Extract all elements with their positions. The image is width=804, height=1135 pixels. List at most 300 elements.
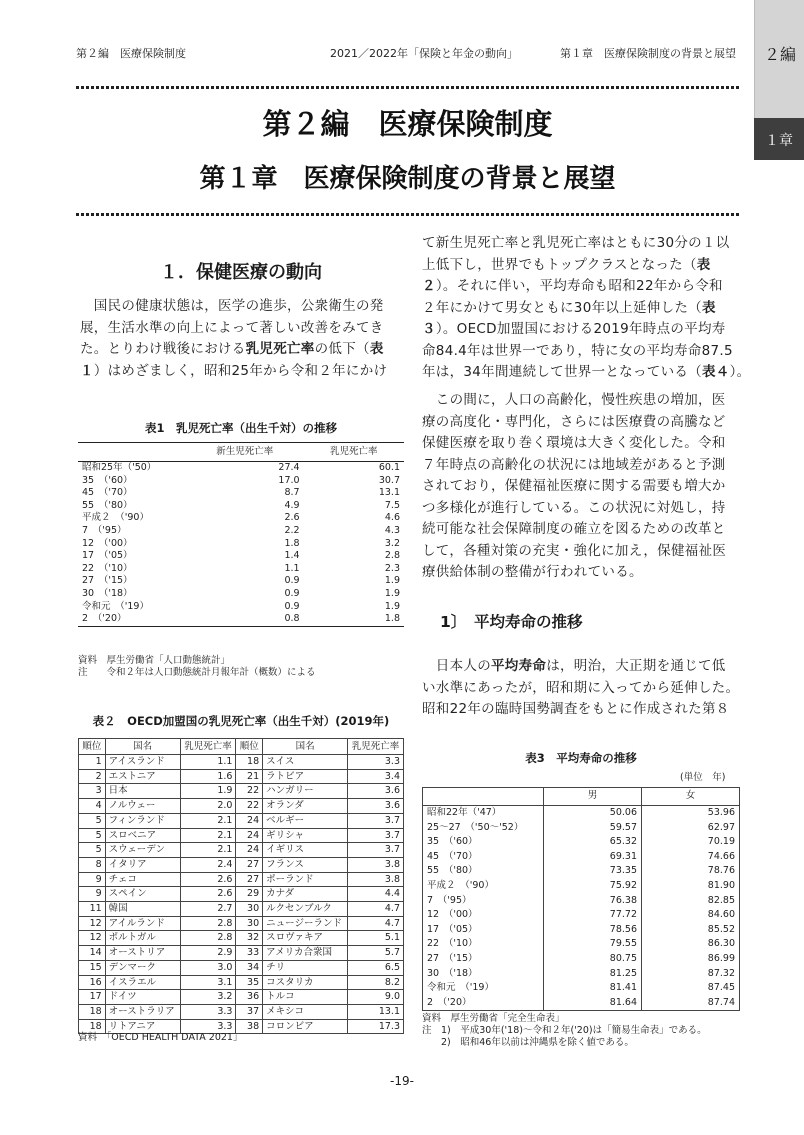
table-row <box>78 500 404 513</box>
table-cell: 12 <box>79 931 106 946</box>
table-cell: デンマーク <box>105 960 180 975</box>
table-cell: 22 <box>236 784 263 799</box>
table-cell: トルコ <box>263 990 348 1005</box>
table-cell: 2.6 <box>284 512 300 524</box>
table-cell: 5 <box>79 813 106 828</box>
table-cell: 24 <box>236 828 263 843</box>
table-row <box>79 828 404 843</box>
table1-notes: 資料 厚生労働省「人口動態統計」 注 令和２年は人口動態統計月報年計（概数）による <box>78 655 316 678</box>
table-cell: 22 <box>236 799 263 814</box>
table-cell: 35 <box>236 975 263 990</box>
table-cell: 29 <box>236 887 263 902</box>
table-cell: ニュージーランド <box>263 916 348 931</box>
table-cell: コスタリカ <box>263 975 348 990</box>
table-cell: 5.1 <box>348 931 404 946</box>
table-cell: 3.2 <box>180 990 236 1005</box>
table-cell: 3 <box>79 784 106 799</box>
page-number: -19- <box>390 1074 414 1088</box>
table-row <box>79 755 404 770</box>
text-line: この間に，人口の高齢化，慢性疾患の増加，医 <box>422 392 726 408</box>
table-cell: アイスランド <box>105 755 180 770</box>
table-row <box>78 563 404 576</box>
table-cell: 0.8 <box>186 613 304 626</box>
table2-oecd-infant-mortality <box>78 738 404 1034</box>
table-cell: 55 （'80） <box>82 499 133 511</box>
text-line: 療の高度化・専門化，さらには医療費の高騰など <box>422 413 726 430</box>
chapter-tab <box>754 118 804 160</box>
table-row <box>79 872 404 887</box>
table-row <box>79 843 404 858</box>
table-row <box>78 487 404 500</box>
table-row <box>78 613 404 626</box>
table-cell: 韓国 <box>105 902 180 917</box>
table-cell: 84.60 <box>642 908 740 923</box>
table1-header: 新生児死亡率 <box>186 443 304 462</box>
text-line: て新生児死亡率と乳児死亡率はともに30分の１以 <box>422 235 730 251</box>
table-cell: 3.3 <box>180 1004 236 1019</box>
table-row <box>423 864 740 879</box>
table-cell: 0.9 <box>284 587 300 599</box>
table-cell: 2.8 <box>180 916 236 931</box>
table-cell: 77.72 <box>544 908 642 923</box>
table-cell: ハンガリー <box>263 784 348 799</box>
table-cell: チリ <box>263 960 348 975</box>
section-heading: １．保健医療の動向 <box>160 262 322 283</box>
table-cell: 30.7 <box>378 474 400 486</box>
text-line: 保健医療を取り巻く環境は大きく変化した。令和 <box>422 435 726 451</box>
table-row <box>78 525 404 538</box>
table-cell: 2.8 <box>180 931 236 946</box>
table-cell: 17 <box>79 990 106 1005</box>
table-cell: 36 <box>236 990 263 1005</box>
running-header-left: 第２編 医療保険制度 <box>76 47 186 60</box>
table-cell: スペイン <box>105 887 180 902</box>
table-cell: 81.25 <box>544 967 642 982</box>
text-line: つ多様化が進行している。この状況に対処し，持 <box>422 499 726 516</box>
table3-caption: 表3 平均寿命の推移 <box>525 751 637 765</box>
table-cell: 1.9 <box>384 587 400 599</box>
table-cell: 1.9 <box>384 575 400 587</box>
table-cell: 81.64 <box>544 996 642 1011</box>
text-line: 国民の健康状態は，医学の進歩，公衆衛生の発 <box>80 298 384 314</box>
table2-notes: 資料 「OECD HEALTH DATA 2021」 <box>78 1032 243 1043</box>
table-cell: 86.30 <box>642 937 740 952</box>
table-cell: 24 <box>236 843 263 858</box>
table-row <box>423 996 740 1011</box>
emphasis-life-expectancy: 平均寿命 <box>491 658 547 674</box>
table-cell: 60.1 <box>378 462 400 473</box>
table-cell: 62.97 <box>642 821 740 836</box>
table-cell: ルクセンブルク <box>263 902 348 917</box>
table-cell: 9.0 <box>348 990 404 1005</box>
text-line: い水準にあったが，昭和期に入ってから延伸した。 <box>422 679 740 696</box>
table-cell: 3.7 <box>348 813 404 828</box>
table-row <box>78 538 404 551</box>
text-line: ７年時点の高齢化の状況には地域差があると予測 <box>422 456 726 473</box>
table-cell: 75.92 <box>544 879 642 894</box>
table-cell: 1.8 <box>284 537 300 549</box>
table2-header: 順位 <box>236 739 263 755</box>
table3-life-expectancy <box>422 787 740 1011</box>
table-cell: 8.2 <box>348 975 404 990</box>
table-cell: ノルウェー <box>105 799 180 814</box>
table-cell: 6.5 <box>348 960 404 975</box>
table-cell: 8 <box>79 857 106 872</box>
text-line: 続可能な社会保障制度の確立を図るための改革と <box>422 521 726 537</box>
table-cell: ベルギー <box>263 813 348 828</box>
running-header-center: 2021／2022年「保険と年金の動向」 <box>330 47 518 60</box>
table-cell: ポーランド <box>263 872 348 887</box>
table-cell: 18 <box>236 755 263 770</box>
table-cell: 30 <box>236 902 263 917</box>
table-cell: 2.2 <box>284 524 300 536</box>
text-line: ３）。OECD加盟国における2019年時点の平均寿 <box>422 321 726 337</box>
table-cell: 45 （'70） <box>82 487 133 499</box>
table-cell: 86.99 <box>642 952 740 967</box>
table-cell: アメリカ合衆国 <box>263 946 348 961</box>
table-cell: 4.9 <box>284 499 300 511</box>
table-cell: 30 （'18） <box>423 967 544 982</box>
table-cell: 22 （'10） <box>82 562 133 574</box>
table-cell: 27 （'15） <box>82 575 133 587</box>
table-row <box>423 952 740 967</box>
table-cell: フィンランド <box>105 813 180 828</box>
table-cell: スロベニア <box>105 828 180 843</box>
table-cell: イギリス <box>263 843 348 858</box>
table-cell: 3.3 <box>348 755 404 770</box>
table-cell: 令和元 （'19） <box>423 981 544 996</box>
table-cell: 82.85 <box>642 894 740 909</box>
table-cell: チェコ <box>105 872 180 887</box>
text-line: されており，保健福祉医療に関する需要も増大か <box>422 478 726 494</box>
table1-infant-mortality <box>78 442 404 627</box>
table-row <box>78 512 404 525</box>
table-row <box>423 967 740 982</box>
table-row <box>79 931 404 946</box>
table-cell: 11 <box>79 902 106 917</box>
table2-caption: 表２ OECD加盟国の乳児死亡率（出生千対）(2019年) <box>92 714 390 728</box>
table-cell: 27 （'15） <box>423 952 544 967</box>
table-cell: オランダ <box>263 799 348 814</box>
table-cell: 12 <box>79 916 106 931</box>
table-row <box>423 850 740 865</box>
table-cell: オーストラリア <box>105 1004 180 1019</box>
table-cell: 4.4 <box>348 887 404 902</box>
table-cell: リトアニア <box>105 1019 180 1034</box>
table-cell: 令和元 （'19） <box>82 600 149 612</box>
table-cell: 9 <box>79 872 106 887</box>
table-cell: エストニア <box>105 769 180 784</box>
table-cell: 2 <box>79 769 106 784</box>
table-cell: フランス <box>263 857 348 872</box>
table-cell: 17 （'05） <box>423 923 544 938</box>
text-line: 昭和22年の臨時国勢調査をもとに作成された第８ <box>422 701 730 717</box>
table-cell: 37 <box>236 1004 263 1019</box>
table-cell: 17.0 <box>278 474 300 486</box>
table-cell: 55 （'80） <box>423 864 544 879</box>
table-cell: 1.4 <box>284 550 300 562</box>
table-cell: 30 （'18） <box>82 587 133 599</box>
table-cell: 32 <box>236 931 263 946</box>
table-cell: イスラエル <box>105 975 180 990</box>
table-cell: 3.8 <box>348 857 404 872</box>
table-cell: 2.8 <box>384 550 400 562</box>
table-cell: 80.75 <box>544 952 642 967</box>
text-line: 上低下し，世界でもトップクラスとなった（表 <box>422 256 711 273</box>
table-cell: 2 （'20） <box>423 996 544 1011</box>
table-cell: 87.32 <box>642 967 740 982</box>
table-cell: 22 （'10） <box>423 937 544 952</box>
table-row <box>79 1004 404 1019</box>
table-cell: 27 <box>236 872 263 887</box>
table-row <box>79 990 404 1005</box>
emphasis-infant-mortality: 乳児死亡率 <box>245 341 315 357</box>
table-row <box>423 835 740 850</box>
table-row <box>423 981 740 996</box>
table-cell: 2 （'20） <box>78 613 186 626</box>
table-cell: 0.9 <box>284 575 300 587</box>
right-paragraph-2 <box>422 390 752 584</box>
table-cell: 5 <box>79 828 106 843</box>
table-cell: 2.6 <box>180 872 236 887</box>
table-cell: 8.7 <box>284 487 300 499</box>
table-cell: 昭和25年（'50） <box>82 462 157 473</box>
part-tab-label: ２編 <box>763 45 796 64</box>
table-cell: 21 <box>236 769 263 784</box>
table-cell: 3.7 <box>348 828 404 843</box>
table-cell: 30 <box>236 916 263 931</box>
table-cell: 3.7 <box>348 843 404 858</box>
part-tab <box>754 0 804 118</box>
table-cell: アイルランド <box>105 916 180 931</box>
table-cell: 17.3 <box>348 1019 404 1034</box>
table-cell: 1 <box>79 755 106 770</box>
text-line: ２年にかけて男女ともに30年以上延伸した（表 <box>422 299 716 316</box>
table-cell: 5 <box>79 843 106 858</box>
table-row <box>423 908 740 923</box>
subsection-heading: 1〕 平均寿命の推移 <box>440 613 583 631</box>
table-row <box>79 975 404 990</box>
table2-header: 国名 <box>263 739 348 755</box>
table1-caption: 表1 乳児死亡率（出生千対）の推移 <box>145 421 337 435</box>
table-cell: 4 <box>79 799 106 814</box>
title-bottom-rule <box>76 213 739 216</box>
table-row <box>423 923 740 938</box>
table-cell: 12 （'00） <box>82 537 133 549</box>
table-cell: 2.9 <box>180 946 236 961</box>
table-cell: 2.3 <box>384 562 400 574</box>
table-cell: 16 <box>79 975 106 990</box>
table-cell: スウェーデン <box>105 843 180 858</box>
table-cell: 25～27 （'50～'52） <box>423 821 544 836</box>
table-row <box>423 894 740 909</box>
table-cell: 日本 <box>105 784 180 799</box>
table3-unit: (単位 年) <box>680 772 726 783</box>
table-cell: 7.5 <box>384 499 400 511</box>
table-cell: 45 （'70） <box>423 850 544 865</box>
table-cell: 85.52 <box>642 923 740 938</box>
table-row <box>79 902 404 917</box>
table-cell: 2.4 <box>180 857 236 872</box>
table-row <box>78 550 404 563</box>
table3-header: 女 <box>642 788 740 806</box>
table-cell: 38 <box>236 1019 263 1034</box>
table-cell: ラトビア <box>263 769 348 784</box>
table-cell: 1.1 <box>180 755 236 770</box>
table-row <box>423 879 740 894</box>
table-cell: 73.35 <box>544 864 642 879</box>
table-cell: 34 <box>236 960 263 975</box>
table-cell: 3.1 <box>180 975 236 990</box>
table-cell: 2.6 <box>180 887 236 902</box>
table-row <box>423 821 740 836</box>
table3-notes: 資料 厚生労働省「完全生命表」 注 1) 平成30年('18)～令和２年('20)は「簡易生命表」である。 2) 昭和46年以前は沖縄県を除く値である。 <box>422 1013 707 1048</box>
text-line: して，各種対策の充実・強化に加え，保健福祉医 <box>422 542 727 559</box>
table-cell: 4.7 <box>348 902 404 917</box>
table-cell: メキシコ <box>263 1004 348 1019</box>
table-cell: 1.1 <box>284 562 300 574</box>
table2-header: 国名 <box>105 739 180 755</box>
table-row <box>78 575 404 588</box>
table-cell: 13.1 <box>348 1004 404 1019</box>
table-cell: 15 <box>79 960 106 975</box>
table-row <box>78 475 404 488</box>
text-line: た。とりわけ戦後における乳児死亡率の低下（表 <box>80 341 384 357</box>
text-line: 年は，34年間連続して世界一となっている（表４）。 <box>422 364 751 380</box>
table-row <box>423 937 740 952</box>
table-cell: スイス <box>263 755 348 770</box>
table-cell: 5.7 <box>348 946 404 961</box>
right-paragraph-1 <box>422 233 752 384</box>
table-cell: 76.38 <box>544 894 642 909</box>
table-cell: 27 <box>236 857 263 872</box>
table-cell: 24 <box>236 813 263 828</box>
table-cell: 9 <box>79 887 106 902</box>
table-cell: 1.9 <box>180 784 236 799</box>
table-cell: 2.1 <box>180 813 236 828</box>
table-cell: 3.4 <box>348 769 404 784</box>
table-row <box>79 960 404 975</box>
chapter-tab-label: １章 <box>765 133 793 149</box>
table-cell: 1.6 <box>180 769 236 784</box>
table-cell: 4.3 <box>384 524 400 536</box>
table-cell: 27.4 <box>278 462 300 473</box>
table-row <box>79 813 404 828</box>
table-cell: 13.1 <box>378 487 400 499</box>
table-cell: 昭和22年（'47） <box>423 806 544 821</box>
table-cell: 2.1 <box>180 828 236 843</box>
table-cell: ポルトガル <box>105 931 180 946</box>
section-intro-paragraph <box>80 296 405 382</box>
table-cell: 78.56 <box>544 923 642 938</box>
table-cell: 3.6 <box>348 784 404 799</box>
table-cell: 81.90 <box>642 879 740 894</box>
table-cell: 18 <box>79 1004 106 1019</box>
table-cell: 3.0 <box>180 960 236 975</box>
table-row <box>79 784 404 799</box>
table-cell: 81.41 <box>544 981 642 996</box>
table-cell: 7 （'95） <box>423 894 544 909</box>
table-row <box>423 806 740 821</box>
table-cell: 4.6 <box>384 512 400 524</box>
table-cell: イタリア <box>105 857 180 872</box>
table-cell: 87.74 <box>642 996 740 1011</box>
table-cell: 2.1 <box>180 843 236 858</box>
text-line: １）はめざましく，昭和25年から令和２年にかけ <box>80 362 388 379</box>
table-cell: 0.9 <box>284 600 300 612</box>
running-header-right: 第１章 医療保険制度の背景と展望 <box>560 47 736 60</box>
text-line: 療供給体制の整備が行われている。 <box>422 564 643 580</box>
table-cell: 53.96 <box>642 806 740 821</box>
table-cell: ギリシャ <box>263 828 348 843</box>
table-cell: 70.19 <box>642 835 740 850</box>
table2-header: 乳児死亡率 <box>180 739 236 755</box>
table-cell: 35 （'60） <box>423 835 544 850</box>
table1-header: 乳児死亡率 <box>304 443 404 462</box>
text-line: 日本人の平均寿命は，明治，大正期を通じて低 <box>422 658 726 674</box>
table-row <box>78 588 404 601</box>
text-line: 命84.4年は世界一であり，特に女の平均寿命87.5 <box>422 342 733 359</box>
table-cell: 1.8 <box>304 613 404 626</box>
table-cell: 79.55 <box>544 937 642 952</box>
text-line: 展，生活水準の向上によって著しい改善をみてき <box>80 319 384 336</box>
table-cell: 65.32 <box>544 835 642 850</box>
table-cell: 78.76 <box>642 864 740 879</box>
table-cell: 12 （'00） <box>423 908 544 923</box>
table-cell: 3.2 <box>384 537 400 549</box>
title-top-rule <box>76 86 739 89</box>
table-cell: 3.6 <box>348 799 404 814</box>
text-line: ２）。それに伴い，平均寿命も昭和22年から令和 <box>422 278 723 294</box>
table-cell: 50.06 <box>544 806 642 821</box>
table-cell: 59.57 <box>544 821 642 836</box>
table-row <box>79 887 404 902</box>
table-cell: 2.7 <box>180 902 236 917</box>
table-row <box>79 799 404 814</box>
part-title: 第２編 医療保険制度 <box>262 107 553 141</box>
table-cell: 平成２ （'90） <box>82 512 149 524</box>
table3-header: 男 <box>544 788 642 806</box>
table-cell: 1.9 <box>384 600 400 612</box>
table-cell: 74.66 <box>642 850 740 865</box>
table-row <box>79 946 404 961</box>
table-cell: 2.0 <box>180 799 236 814</box>
table-cell: 18 <box>79 1019 106 1034</box>
table-cell: 35 （'60） <box>82 474 133 486</box>
table-row <box>78 462 404 475</box>
table-row <box>79 916 404 931</box>
table-cell: オーストリア <box>105 946 180 961</box>
table-cell: 69.31 <box>544 850 642 865</box>
table-row <box>79 857 404 872</box>
table-cell: 3.8 <box>348 872 404 887</box>
table-row <box>79 769 404 784</box>
table-cell: 33 <box>236 946 263 961</box>
table2-header: 順位 <box>79 739 106 755</box>
table2-header: 乳児死亡率 <box>348 739 404 755</box>
chapter-title: 第１章 医療保険制度の背景と展望 <box>199 164 616 194</box>
table-cell: 4.7 <box>348 916 404 931</box>
table-cell: コロンビア <box>263 1019 348 1034</box>
table-row <box>78 601 404 614</box>
table-cell: 平成２ （'90） <box>423 879 544 894</box>
table-cell: 87.45 <box>642 981 740 996</box>
table-cell: 14 <box>79 946 106 961</box>
right-paragraph-3 <box>422 656 752 721</box>
table-cell: 17 （'05） <box>82 550 133 562</box>
table-cell: 7 （'95） <box>82 524 127 536</box>
table-cell: スロヴァキア <box>263 931 348 946</box>
